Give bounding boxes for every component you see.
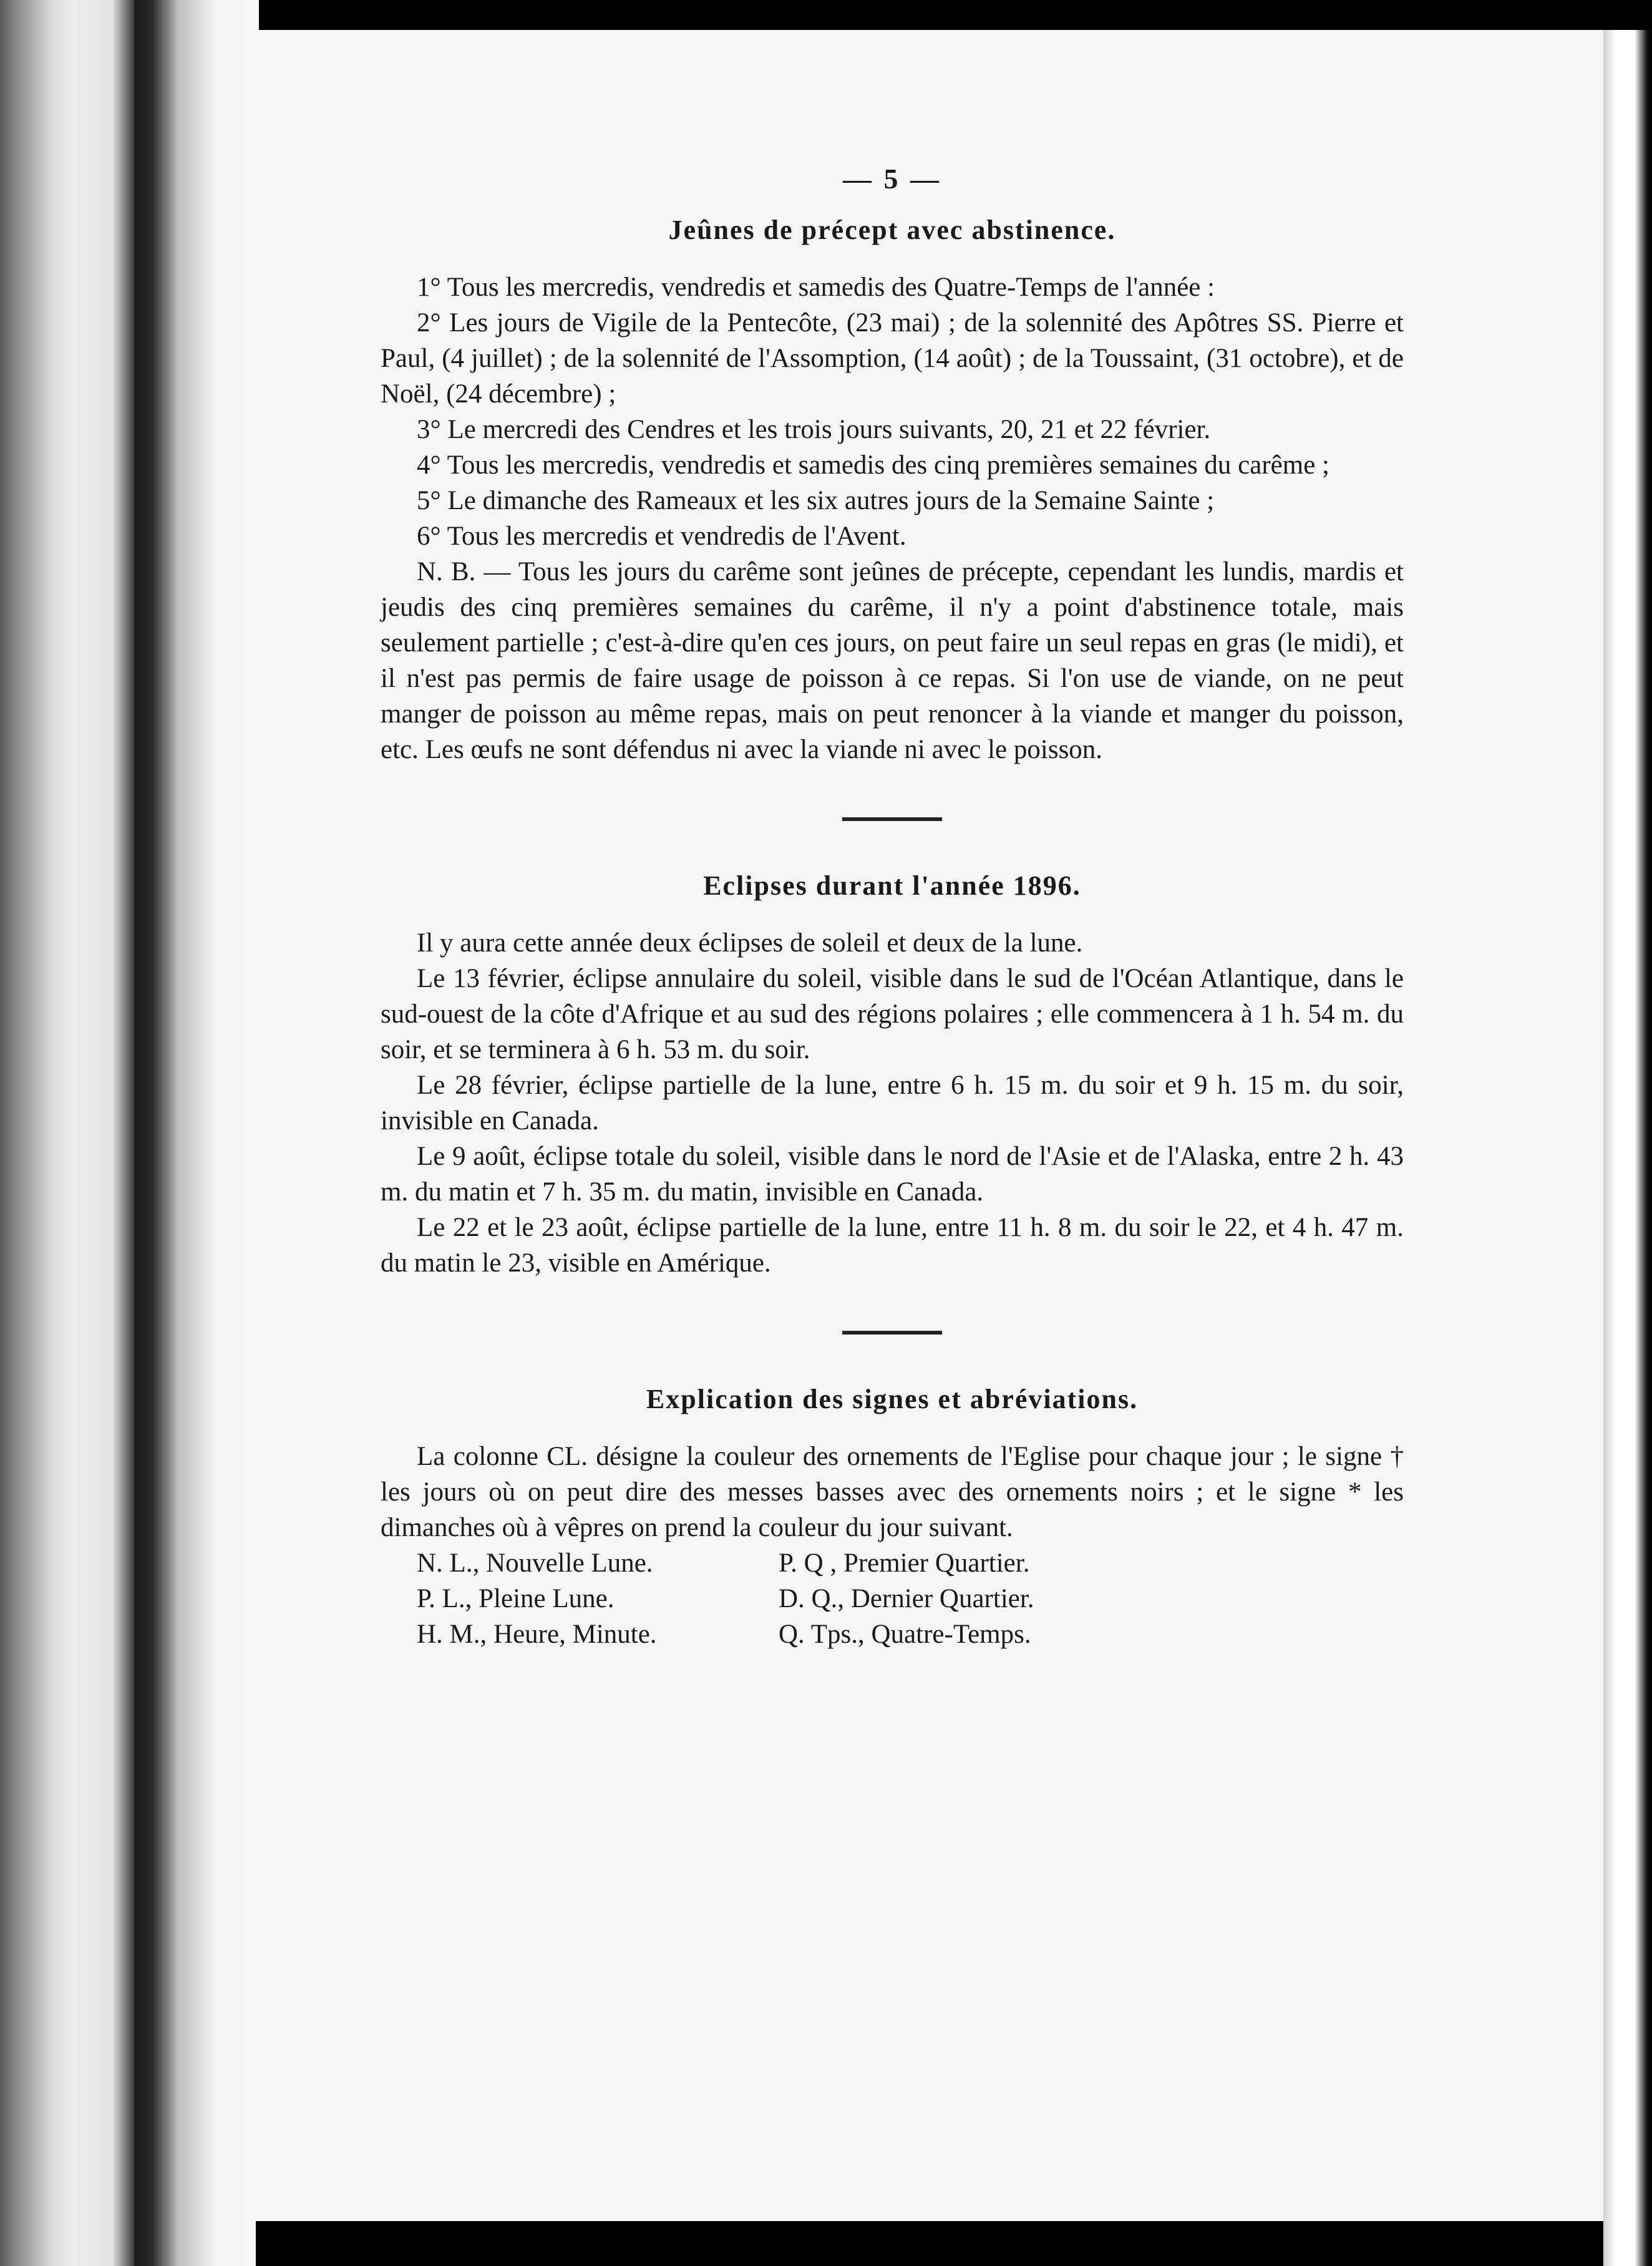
abbreviation-entry: D. Q., Dernier Quartier. xyxy=(779,1584,1034,1613)
fasting-item-5: 5° Le dimanche des Rameaux et les six autres jours de la Semaine Sainte ; xyxy=(417,486,1215,515)
abbreviation-entry: Q. Tps., Quatre-Temps. xyxy=(779,1620,1031,1649)
eclipse-paragraph-2: Le 13 février, éclipse annulaire du soleil, visible dans le sud de l'Océan Atlantique, dans le sud-ouest de la côte d'Afrique et au sud des régions polaires ; elle commencera à 1 h. 54 m. du soir, et se terminera à 6 h. 53 m. du soir. xyxy=(381,964,1404,1064)
page-right-edge xyxy=(1603,30,1652,2266)
scan-bottom-border xyxy=(256,2221,1603,2266)
abbreviation-row xyxy=(417,1581,1404,1617)
book-spine xyxy=(134,0,259,2266)
section-divider xyxy=(842,817,942,821)
page-content xyxy=(381,162,1404,1652)
eclipse-paragraph-5: Le 22 et le 23 août, éclipse partielle de la lune, entre 11 h. 8 m. du soir le 22, et 4 h. 47 m. du matin le 23, visible en Amérique. xyxy=(381,1213,1404,1278)
abbreviation-entry: P. L., Pleine Lune. xyxy=(417,1584,615,1613)
facing-page-edge xyxy=(0,0,134,2266)
fasting-item-1: 1° Tous les mercredis, vendredis et samedis des Quatre-Temps de l'année : xyxy=(417,273,1215,302)
eclipse-paragraph-3: Le 28 février, éclipse partielle de la lune, entre 6 h. 15 m. du soir et 9 h. 15 m. du soir, invisible en Canada. xyxy=(381,1071,1404,1135)
fasting-item-6: 6° Tous les mercredis et vendredis de l'Avent. xyxy=(417,522,906,551)
section-title-abbreviations: Explication des signes et abréviations. xyxy=(646,1384,1139,1414)
abbreviations-intro: La colonne CL. désigne la couleur des ornements de l'Eglise pour chaque jour ; le signe † les jours où on peut dire des messes basses avec des ornements noirs ; et le signe * les dimanches où à vêpres on prend la couleur du jour suivant. xyxy=(381,1442,1404,1542)
fasting-item-3: 3° Le mercredi des Cendres et les trois jours suivants, 20, 21 et 22 février. xyxy=(417,415,1211,444)
section-title-eclipses: Eclipses durant l'année 1896. xyxy=(703,870,1081,901)
page-number: — 5 — xyxy=(843,163,941,195)
abbreviation-entry: N. L., Nouvelle Lune. xyxy=(417,1549,653,1578)
abbreviations-table xyxy=(417,1545,1404,1652)
section-title-fasting: Jeûnes de précept avec abstinence. xyxy=(668,215,1116,245)
section-divider xyxy=(842,1331,942,1335)
eclipse-paragraph-4: Le 9 août, éclipse totale du soleil, visible dans le nord de l'Asie et de l'Alaska, entre 2 h. 43 m. du matin et 7 h. 35 m. du matin, invisible en Canada. xyxy=(381,1142,1404,1207)
fasting-item-4: 4° Tous les mercredis, vendredis et samedis des cinq premières semaines du carême ; xyxy=(417,450,1329,480)
abbreviation-entry: H. M., Heure, Minute. xyxy=(417,1620,657,1649)
fasting-item-2: 2° Les jours de Vigile de la Pentecôte, (23 mai) ; de la solennité des Apôtres SS. Pierre et Paul, (4 juillet) ; de la solennité de l'Assomption, (14 août) ; de la Toussaint, (31 octobre), et de Noël, (24 décembre) ; xyxy=(381,308,1404,409)
fasting-note: N. B. — Tous les jours du carême sont jeûnes de précepte, cependant les lundis, mardis et jeudis des cinq premières semaines du carême, il n'y a point d'abstinence totale, mais seulement partielle ; c'est-à-dire qu'en ces jours, on peut faire un seul repas en gras (le midi), et il n'est pas permis de faire usage de poisson à ce repas. Si l'on use de viande, on ne peut manger de poisson au même repas, mais on peut renoncer à la viande et manger du poisson, etc. Les œufs ne sont défendus ni avec la viande ni avec le poisson. xyxy=(381,557,1404,764)
abbreviation-entry: P. Q , Premier Quartier. xyxy=(779,1549,1030,1578)
abbreviation-row xyxy=(417,1545,1404,1581)
eclipse-paragraph-1: Il y aura cette année deux éclipses de soleil et deux de la lune. xyxy=(417,928,1083,958)
abbreviation-row xyxy=(417,1617,1404,1652)
